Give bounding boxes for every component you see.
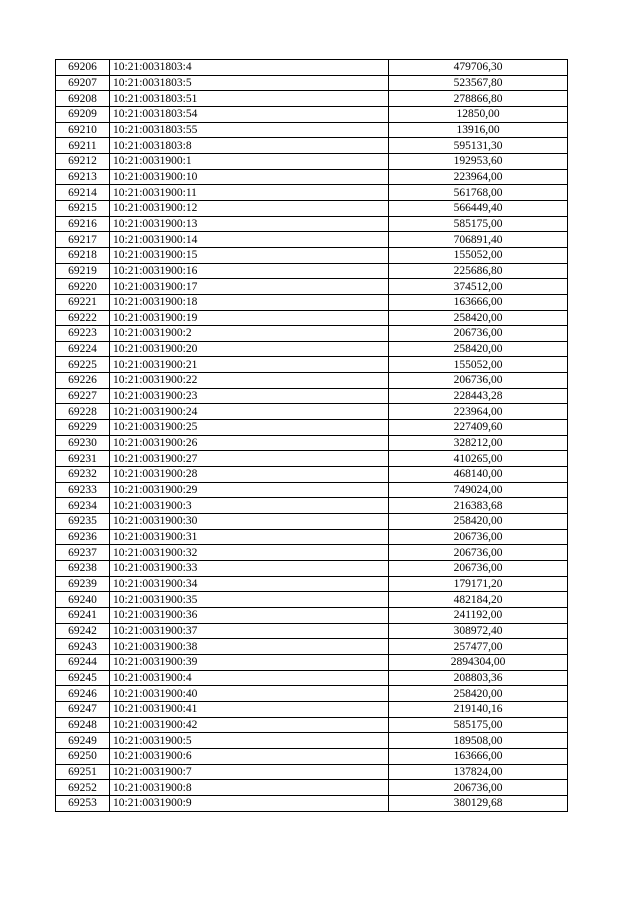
table-row bbox=[56, 482, 568, 498]
table-row bbox=[56, 75, 568, 91]
table-row bbox=[56, 232, 568, 248]
value-cell: 179171,20 bbox=[389, 576, 568, 592]
cadastral-number-cell: 10:21:0031900:37 bbox=[110, 623, 389, 639]
table-row bbox=[56, 529, 568, 545]
row-number-cell: 69228 bbox=[56, 404, 110, 420]
table-row bbox=[56, 701, 568, 717]
table-row bbox=[56, 592, 568, 608]
table-row bbox=[56, 576, 568, 592]
cadastral-number-cell: 10:21:0031900:8 bbox=[110, 780, 389, 796]
row-number-cell: 69226 bbox=[56, 373, 110, 389]
table-row bbox=[56, 795, 568, 811]
row-number-cell: 69220 bbox=[56, 279, 110, 295]
value-cell: 566449,40 bbox=[389, 200, 568, 216]
value-cell: 258420,00 bbox=[389, 686, 568, 702]
value-cell: 410265,00 bbox=[389, 451, 568, 467]
value-cell: 206736,00 bbox=[389, 373, 568, 389]
table-row bbox=[56, 623, 568, 639]
table-row bbox=[56, 247, 568, 263]
cadastral-number-cell: 10:21:0031900:27 bbox=[110, 451, 389, 467]
table-body bbox=[56, 60, 568, 812]
value-cell: 241192,00 bbox=[389, 607, 568, 623]
cadastral-number-cell: 10:21:0031900:15 bbox=[110, 247, 389, 263]
cadastral-number-cell: 10:21:0031900:33 bbox=[110, 561, 389, 577]
value-cell: 257477,00 bbox=[389, 639, 568, 655]
cadastral-number-cell: 10:21:0031900:17 bbox=[110, 279, 389, 295]
row-number-cell: 69251 bbox=[56, 764, 110, 780]
value-cell: 258420,00 bbox=[389, 341, 568, 357]
value-cell: 585175,00 bbox=[389, 216, 568, 232]
table-row bbox=[56, 780, 568, 796]
cadastral-number-cell: 10:21:0031900:13 bbox=[110, 216, 389, 232]
row-number-cell: 69214 bbox=[56, 185, 110, 201]
row-number-cell: 69223 bbox=[56, 326, 110, 342]
table-row bbox=[56, 279, 568, 295]
cadastral-number-cell: 10:21:0031900:29 bbox=[110, 482, 389, 498]
row-number-cell: 69233 bbox=[56, 482, 110, 498]
row-number-cell: 69252 bbox=[56, 780, 110, 796]
value-cell: 223964,00 bbox=[389, 404, 568, 420]
value-cell: 189508,00 bbox=[389, 733, 568, 749]
cadastral-number-cell: 10:21:0031900:41 bbox=[110, 701, 389, 717]
value-cell: 155052,00 bbox=[389, 357, 568, 373]
cadastral-number-cell: 10:21:0031900:25 bbox=[110, 420, 389, 436]
cadastral-number-cell: 10:21:0031803:4 bbox=[110, 60, 389, 76]
cadastral-number-cell: 10:21:0031900:21 bbox=[110, 357, 389, 373]
value-cell: 206736,00 bbox=[389, 326, 568, 342]
row-number-cell: 69237 bbox=[56, 545, 110, 561]
cadastral-number-cell: 10:21:0031900:6 bbox=[110, 748, 389, 764]
row-number-cell: 69231 bbox=[56, 451, 110, 467]
cadastral-number-cell: 10:21:0031900:18 bbox=[110, 294, 389, 310]
cadastral-number-cell: 10:21:0031900:12 bbox=[110, 200, 389, 216]
cadastral-number-cell: 10:21:0031900:23 bbox=[110, 388, 389, 404]
cadastral-number-cell: 10:21:0031900:1 bbox=[110, 153, 389, 169]
cadastral-number-cell: 10:21:0031900:16 bbox=[110, 263, 389, 279]
table-row bbox=[56, 451, 568, 467]
row-number-cell: 69247 bbox=[56, 701, 110, 717]
value-cell: 155052,00 bbox=[389, 247, 568, 263]
value-cell: 137824,00 bbox=[389, 764, 568, 780]
row-number-cell: 69248 bbox=[56, 717, 110, 733]
cadastral-number-cell: 10:21:0031900:11 bbox=[110, 185, 389, 201]
cadastral-number-cell: 10:21:0031803:8 bbox=[110, 138, 389, 154]
value-cell: 380129,68 bbox=[389, 795, 568, 811]
value-cell: 223964,00 bbox=[389, 169, 568, 185]
row-number-cell: 69222 bbox=[56, 310, 110, 326]
row-number-cell: 69207 bbox=[56, 75, 110, 91]
cadastral-number-cell: 10:21:0031900:4 bbox=[110, 670, 389, 686]
row-number-cell: 69234 bbox=[56, 498, 110, 514]
row-number-cell: 69238 bbox=[56, 561, 110, 577]
row-number-cell: 69227 bbox=[56, 388, 110, 404]
value-cell: 192953,60 bbox=[389, 153, 568, 169]
cadastral-number-cell: 10:21:0031900:42 bbox=[110, 717, 389, 733]
value-cell: 216383,68 bbox=[389, 498, 568, 514]
value-cell: 749024,00 bbox=[389, 482, 568, 498]
table-row bbox=[56, 545, 568, 561]
cadastral-number-cell: 10:21:0031900:26 bbox=[110, 435, 389, 451]
row-number-cell: 69215 bbox=[56, 200, 110, 216]
value-cell: 228443,28 bbox=[389, 388, 568, 404]
value-cell: 523567,80 bbox=[389, 75, 568, 91]
value-cell: 206736,00 bbox=[389, 529, 568, 545]
row-number-cell: 69236 bbox=[56, 529, 110, 545]
cadastral-number-cell: 10:21:0031900:28 bbox=[110, 467, 389, 483]
table-row bbox=[56, 263, 568, 279]
cadastral-number-cell: 10:21:0031900:10 bbox=[110, 169, 389, 185]
table-row bbox=[56, 670, 568, 686]
cadastral-number-cell: 10:21:0031900:24 bbox=[110, 404, 389, 420]
table-row bbox=[56, 310, 568, 326]
cadastral-number-cell: 10:21:0031803:51 bbox=[110, 91, 389, 107]
row-number-cell: 69253 bbox=[56, 795, 110, 811]
value-cell: 12850,00 bbox=[389, 106, 568, 122]
row-number-cell: 69218 bbox=[56, 247, 110, 263]
row-number-cell: 69235 bbox=[56, 514, 110, 530]
cadastral-number-cell: 10:21:0031900:40 bbox=[110, 686, 389, 702]
table-row bbox=[56, 607, 568, 623]
table-row bbox=[56, 91, 568, 107]
table-row bbox=[56, 639, 568, 655]
row-number-cell: 69243 bbox=[56, 639, 110, 655]
value-cell: 206736,00 bbox=[389, 561, 568, 577]
cadastral-number-cell: 10:21:0031900:14 bbox=[110, 232, 389, 248]
row-number-cell: 69245 bbox=[56, 670, 110, 686]
value-cell: 328212,00 bbox=[389, 435, 568, 451]
cadastral-number-cell: 10:21:0031900:2 bbox=[110, 326, 389, 342]
row-number-cell: 69209 bbox=[56, 106, 110, 122]
row-number-cell: 69224 bbox=[56, 341, 110, 357]
value-cell: 208803,36 bbox=[389, 670, 568, 686]
table-row bbox=[56, 294, 568, 310]
value-cell: 561768,00 bbox=[389, 185, 568, 201]
cadastral-number-cell: 10:21:0031803:54 bbox=[110, 106, 389, 122]
row-number-cell: 69212 bbox=[56, 153, 110, 169]
row-number-cell: 69239 bbox=[56, 576, 110, 592]
table-row bbox=[56, 138, 568, 154]
value-cell: 308972,40 bbox=[389, 623, 568, 639]
value-cell: 163666,00 bbox=[389, 294, 568, 310]
row-number-cell: 69230 bbox=[56, 435, 110, 451]
row-number-cell: 69250 bbox=[56, 748, 110, 764]
value-cell: 482184,20 bbox=[389, 592, 568, 608]
value-cell: 2894304,00 bbox=[389, 654, 568, 670]
row-number-cell: 69210 bbox=[56, 122, 110, 138]
table-row bbox=[56, 764, 568, 780]
row-number-cell: 69242 bbox=[56, 623, 110, 639]
cadastral-value-table bbox=[55, 59, 568, 812]
row-number-cell: 69240 bbox=[56, 592, 110, 608]
value-cell: 206736,00 bbox=[389, 545, 568, 561]
cadastral-number-cell: 10:21:0031900:32 bbox=[110, 545, 389, 561]
row-number-cell: 69225 bbox=[56, 357, 110, 373]
row-number-cell: 69217 bbox=[56, 232, 110, 248]
table-row bbox=[56, 498, 568, 514]
table-row bbox=[56, 373, 568, 389]
table-row bbox=[56, 153, 568, 169]
row-number-cell: 69219 bbox=[56, 263, 110, 279]
cadastral-number-cell: 10:21:0031900:9 bbox=[110, 795, 389, 811]
table-row bbox=[56, 122, 568, 138]
table-row bbox=[56, 357, 568, 373]
value-cell: 225686,80 bbox=[389, 263, 568, 279]
table-row bbox=[56, 326, 568, 342]
table-row bbox=[56, 106, 568, 122]
value-cell: 163666,00 bbox=[389, 748, 568, 764]
table-row bbox=[56, 748, 568, 764]
cadastral-number-cell: 10:21:0031900:30 bbox=[110, 514, 389, 530]
cadastral-number-cell: 10:21:0031900:3 bbox=[110, 498, 389, 514]
row-number-cell: 69216 bbox=[56, 216, 110, 232]
value-cell: 706891,40 bbox=[389, 232, 568, 248]
table-row bbox=[56, 654, 568, 670]
table-row bbox=[56, 169, 568, 185]
cadastral-number-cell: 10:21:0031900:35 bbox=[110, 592, 389, 608]
row-number-cell: 69213 bbox=[56, 169, 110, 185]
value-cell: 479706,30 bbox=[389, 60, 568, 76]
row-number-cell: 69232 bbox=[56, 467, 110, 483]
table-row bbox=[56, 200, 568, 216]
row-number-cell: 69249 bbox=[56, 733, 110, 749]
row-number-cell: 69246 bbox=[56, 686, 110, 702]
cadastral-number-cell: 10:21:0031900:7 bbox=[110, 764, 389, 780]
value-cell: 468140,00 bbox=[389, 467, 568, 483]
cadastral-number-cell: 10:21:0031900:20 bbox=[110, 341, 389, 357]
cadastral-number-cell: 10:21:0031803:5 bbox=[110, 75, 389, 91]
cadastral-number-cell: 10:21:0031900:22 bbox=[110, 373, 389, 389]
table-row bbox=[56, 435, 568, 451]
cadastral-number-cell: 10:21:0031900:34 bbox=[110, 576, 389, 592]
table-row bbox=[56, 561, 568, 577]
table-row bbox=[56, 216, 568, 232]
table-row bbox=[56, 388, 568, 404]
value-cell: 278866,80 bbox=[389, 91, 568, 107]
cadastral-number-cell: 10:21:0031900:36 bbox=[110, 607, 389, 623]
table-row bbox=[56, 341, 568, 357]
cadastral-number-cell: 10:21:0031900:38 bbox=[110, 639, 389, 655]
value-cell: 206736,00 bbox=[389, 780, 568, 796]
cadastral-number-cell: 10:21:0031900:31 bbox=[110, 529, 389, 545]
table-row bbox=[56, 467, 568, 483]
value-cell: 374512,00 bbox=[389, 279, 568, 295]
cadastral-number-cell: 10:21:0031803:55 bbox=[110, 122, 389, 138]
table-row bbox=[56, 686, 568, 702]
value-cell: 258420,00 bbox=[389, 514, 568, 530]
cadastral-number-cell: 10:21:0031900:39 bbox=[110, 654, 389, 670]
value-cell: 585175,00 bbox=[389, 717, 568, 733]
cadastral-number-cell: 10:21:0031900:5 bbox=[110, 733, 389, 749]
table-row bbox=[56, 717, 568, 733]
table-row bbox=[56, 60, 568, 76]
table-row bbox=[56, 420, 568, 436]
value-cell: 595131,30 bbox=[389, 138, 568, 154]
value-cell: 258420,00 bbox=[389, 310, 568, 326]
value-cell: 227409,60 bbox=[389, 420, 568, 436]
value-cell: 13916,00 bbox=[389, 122, 568, 138]
cadastral-number-cell: 10:21:0031900:19 bbox=[110, 310, 389, 326]
row-number-cell: 69229 bbox=[56, 420, 110, 436]
row-number-cell: 69244 bbox=[56, 654, 110, 670]
table-row bbox=[56, 514, 568, 530]
row-number-cell: 69211 bbox=[56, 138, 110, 154]
row-number-cell: 69206 bbox=[56, 60, 110, 76]
value-cell: 219140,16 bbox=[389, 701, 568, 717]
row-number-cell: 69208 bbox=[56, 91, 110, 107]
row-number-cell: 69221 bbox=[56, 294, 110, 310]
table-row bbox=[56, 404, 568, 420]
table-row bbox=[56, 733, 568, 749]
row-number-cell: 69241 bbox=[56, 607, 110, 623]
table-row bbox=[56, 185, 568, 201]
